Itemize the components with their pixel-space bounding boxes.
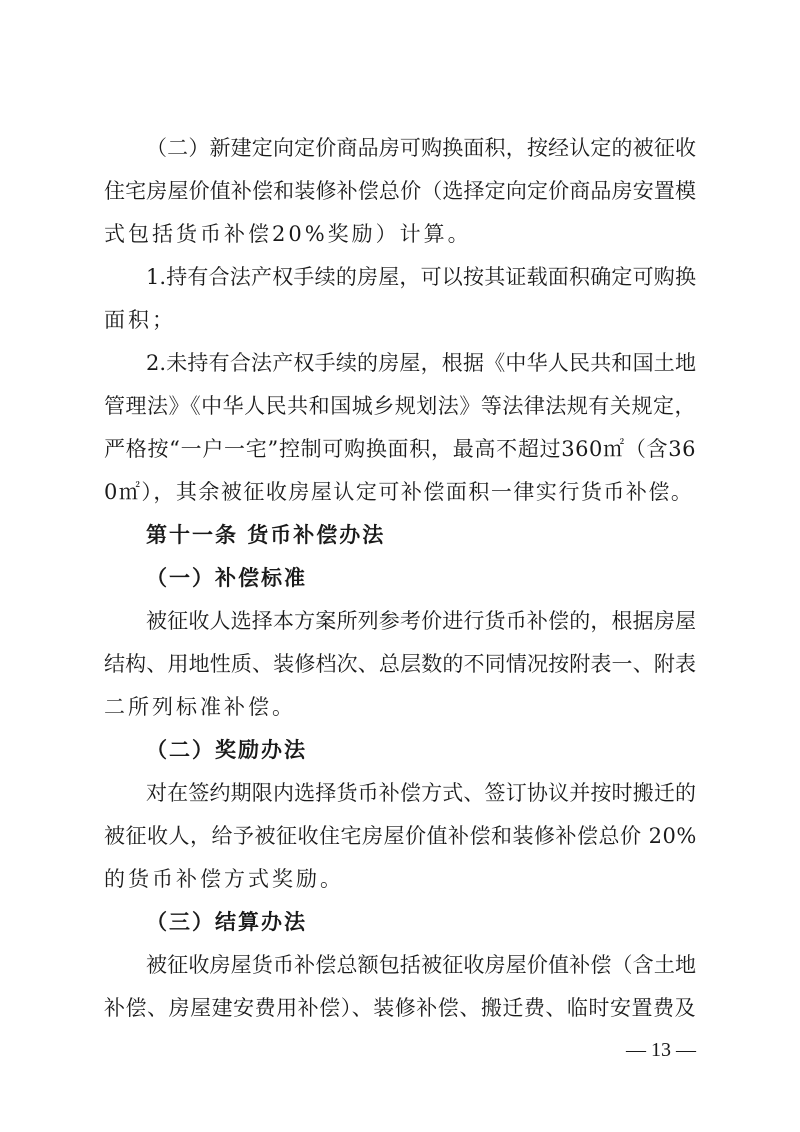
paragraph-line: 面积； — [104, 308, 176, 332]
paragraph-line: 0㎡），其余被征收房屋认定可补偿面积一律实行货币补偿。 — [104, 480, 694, 504]
paragraph-line: 被征收人选择本方案所列参考价进行货币补偿的，根据房屋 — [146, 609, 696, 633]
page-number: — 13 — — [626, 1039, 696, 1061]
paragraph-line: 对在签约期限内选择货币补偿方式、签订协议并按时搬迁的 — [146, 781, 696, 805]
section-heading: （一）补偿标准 — [146, 565, 307, 590]
paragraph-line: （二）新建定向定价商品房可购换面积，按经认定的被征收 — [146, 136, 696, 160]
article-heading: 第十一条 货币补偿办法 — [146, 522, 386, 547]
paragraph-line: 结构、用地性质、装修档次、总层数的不同情况按附表一、附表 — [104, 652, 696, 676]
paragraph-line: 式包括货币补偿20%奖励）计算。 — [104, 222, 472, 246]
paragraph-line: 2.未持有合法产权手续的房屋，根据《中华人民共和国土地 — [146, 351, 696, 375]
paragraph-line: 的货币补偿方式奖励。 — [104, 867, 344, 891]
paragraph-line: 1.持有合法产权手续的房屋，可以按其证载面积确定可购换 — [146, 265, 696, 289]
paragraph-line: 管理法》《中华人民共和国城乡规划法》等法律法规有关规定， — [104, 394, 696, 418]
paragraph-line: 补偿、房屋建安费用补偿）、装修补偿、搬迁费、临时安置费及 — [104, 996, 696, 1020]
paragraph-line: 二所列标准补偿。 — [104, 695, 296, 719]
section-heading: （二）奖励办法 — [146, 737, 307, 762]
paragraph-line: 被征收人，给予被征收住宅房屋价值补偿和装修补偿总价 20% — [104, 824, 697, 848]
paragraph-line: 住宅房屋价值补偿和装修补偿总价（选择定向定价商品房安置模 — [104, 179, 696, 203]
paragraph-line: 被征收房屋货币补偿总额包括被征收房屋价值补偿（含土地 — [146, 953, 696, 977]
paragraph-line: 严格按“一户一宅”控制可购换面积，最高不超过360㎡（含36 — [104, 437, 696, 461]
section-heading: （三）结算办法 — [146, 909, 307, 934]
